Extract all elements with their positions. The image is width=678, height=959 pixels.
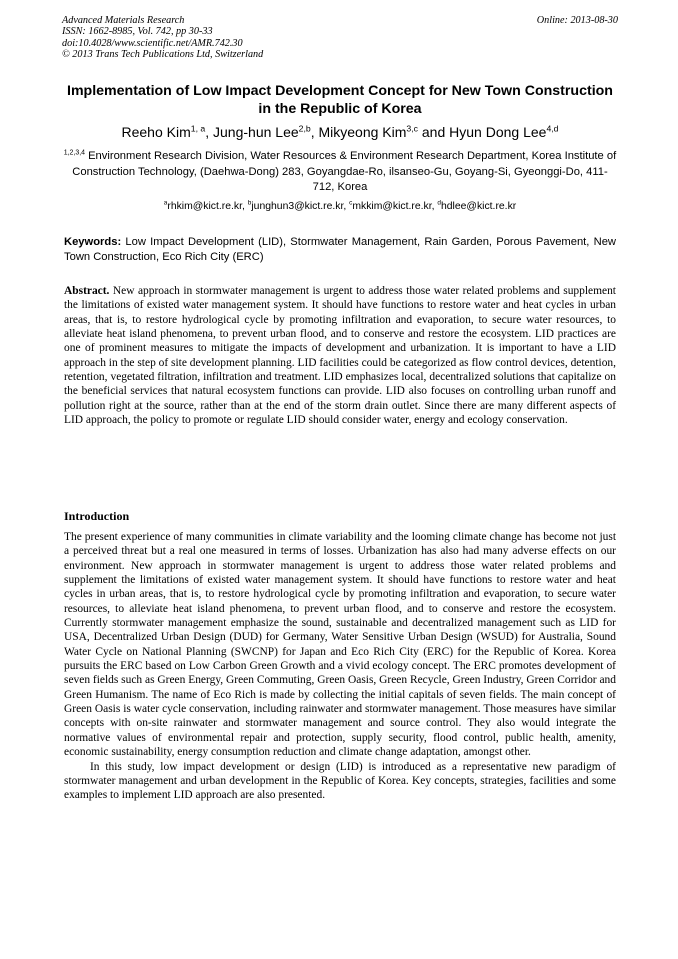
email-list: $^a$rhkim@kict.re.kr, $^b$junghun3@kict.re.kr, $^c$mkkim@kict.re.kr, $^d$hdlee@kict.re.kr: [163, 199, 517, 212]
affiliation-superscript: 1,2,3,4: [63, 149, 85, 157]
keywords-text: Low Impact Development (LID), Stormwater Management, Rain Garden, Porous Pavement, New Town Construction, Eco Rich City (ERC): [64, 236, 616, 263]
email-link[interactable]: rhkim@kict.re.kr: [167, 201, 242, 212]
author-list: Reeho Kim$^{1, a}$, Jung-hun Lee$^{2,b}$, Mikyeong Kim$^{3,c}$ and Hyun Dong Lee$^{4,d}$: [121, 123, 559, 140]
abstract-label: Abstract.: [64, 285, 110, 297]
author-name: Mikyeong Kim: [318, 124, 407, 140]
introduction-heading: Introduction: [64, 509, 130, 523]
introduction-body: [64, 530, 616, 803]
paragraph: The present experience of many communities in climate variability and the looming climate change has become not just a perceived threat but a real one measured in terms of losses. Urbanization has also had many adverse effects on our environment. New approach in stormwater management is urgent to address those water related problems and supplement the limitations of existed water management system. It should have functions to restore water and heat cycles in urban areas, that is, to restore hydrological cycle by promoting infiltration and evaporation, to secure water resources, to alleviate heat island phenomena, to prevent urban flood, and to conserve and restore the ecosystem. Currently stormwater management emphasize the sound, sustainable and decentralized management such as LID for USA, Decentralized Urban Design (DUD) for Germany, Water Sensitive Urban Design (WSUD) for Australia, Sound Water Cycle on National Planning (SWCNP) for Japan and Eco Rich City (ERC) for the Republic of Korea. Korea pursuits the ERC based on Low Carbon Green Growth and a vivid ecology concept. The ERC promotes development of seven fields such as Green Energy, Green Commuting, Green Oasis, Green Recycle, Green Industry, Green Corridor and Green Humanism. The name of Eco Rich is made by collecting the initial capitals of seven fields. The main concept of Green Oasis is water cycle conservation, including rainwater and stormwater management. Those measures have similar concepts with on-site rainwater and stormwater management and source control. They also would integrate the normative values of environmental repair and protection, supply security, flood control, public health, amenity, economic sustainability, energy consumption reduction and climate change adaptation, amongst other.: [64, 531, 616, 759]
author-superscript: 2,b: [298, 123, 311, 134]
keywords-label: Keywords:: [64, 236, 122, 248]
email-link[interactable]: mkkim@kict.re.kr: [352, 201, 432, 212]
copyright-line: © 2013 Trans Tech Publications Ltd, Switzerland: [62, 49, 264, 61]
online-date: Online: 2013-08-30: [536, 15, 618, 26]
issn-line: ISSN: 1662-8985, Vol. 742, pp 30-33: [62, 26, 213, 38]
author-superscript: 3,c: [406, 123, 418, 134]
journal-header: [62, 15, 618, 61]
keywords: [64, 235, 616, 265]
paper-title: Implementation of Low Impact Development Concept for New Town Construction in the Republic of Korea: [67, 83, 613, 117]
email-link[interactable]: junghun3@kict.re.kr: [251, 201, 344, 212]
author-name: Hyun Dong Lee: [449, 124, 547, 140]
abstract: [64, 284, 616, 427]
affiliation-text: Environment Research Division, Water Resources & Environment Research Department, Korea Institute of Construction Technology, (Daehwa-Dong) 283, Goyangdae-Ro, ilsanseo-Gu, Goyang-Si, Gyeonggi-Do, 411-712, Korea: [72, 150, 617, 193]
doi-line: doi:10.4028/www.scientific.net/AMR.742.30: [62, 37, 243, 49]
abstract-text: New approach in stormwater management is urgent to address those water related problems and supplement the limitations of existed water management system. It should have functions to restore water and heat cycles in urban areas, that is, to restore hydrological cycle by promoting infiltration and evaporation, to secure water resources, to alleviate heat island phenomena, to prevent urban flood, and to conserve and restore the ecosystem. LID practices are one of prominent measures to mitigate the impacts of development and urbanization. It is important to have a LID approach in the step of site development planning. LID facilities could be categorized as flow control devices, detention, retention, vegetated filtration, infiltration and treatment. LID emphasizes local, decentralized solutions that capitalize on the beneficial services that natural ecosystem functions can provide. LID also focuses on controlling urban runoff and pollution right at the source, rather than at the end of the storm drain outlet. Since there are many different aspects of LID approach, the policy to promote or regulate LID should consider water, energy and ecology conservation.: [64, 285, 616, 427]
affiliation: [62, 149, 618, 196]
author-superscript: 1, a: [190, 123, 206, 134]
journal-name: Advanced Materials Research: [62, 15, 185, 26]
author-superscript: 4,d: [546, 123, 559, 134]
paragraph: In this study, low impact development or design (LID) is introduced as a representative new paradigm of stormwater management and urban development in the Republic of Korea. Key concepts, strategies, facilities and some examples to implement LID approach are also presented.: [64, 760, 616, 802]
author-name: Jung-hun Lee: [213, 124, 299, 140]
author-name: Reeho Kim: [121, 124, 191, 140]
email-link[interactable]: hdlee@kict.re.kr: [441, 201, 517, 212]
